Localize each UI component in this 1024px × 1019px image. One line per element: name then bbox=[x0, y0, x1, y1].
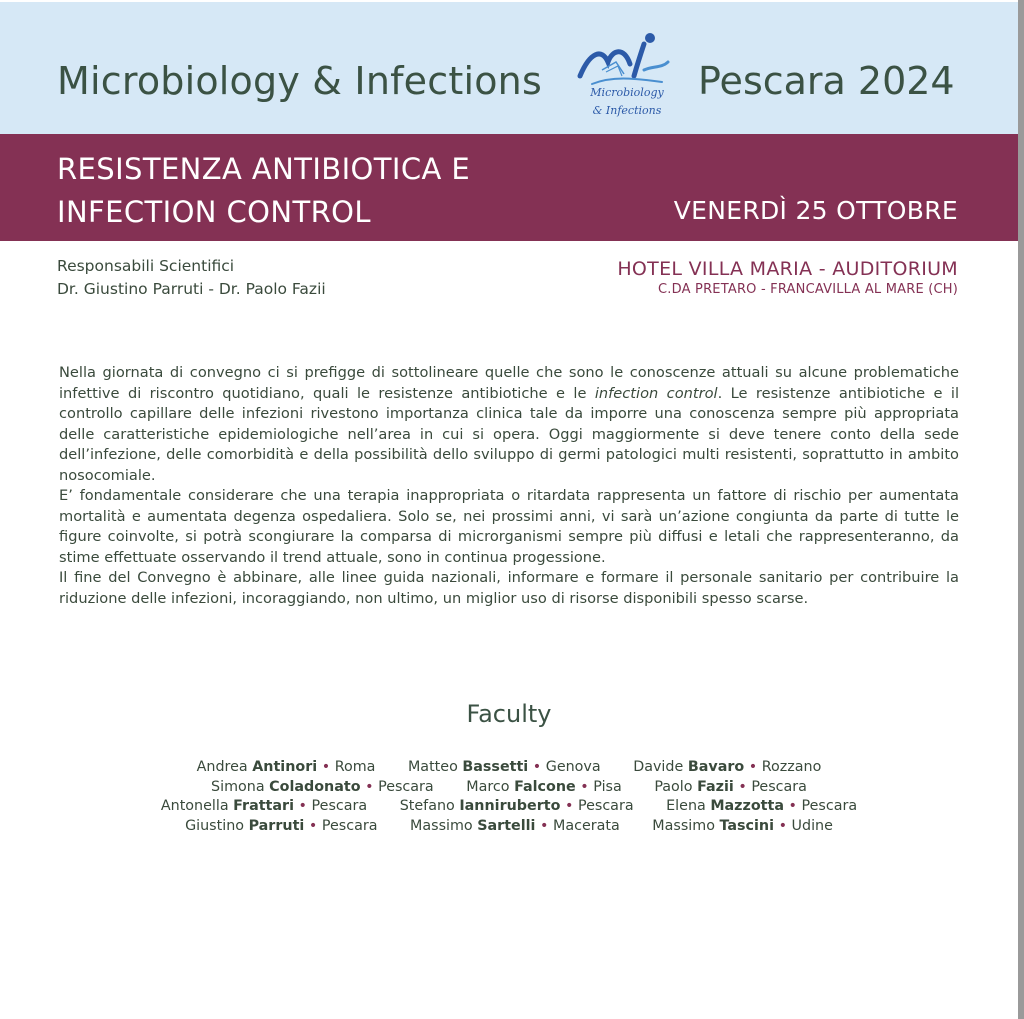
faculty-row bbox=[0, 758, 1018, 778]
header-left-title: Microbiology & Infections bbox=[57, 59, 542, 103]
header-right-title: Pescara 2024 bbox=[698, 59, 955, 103]
description-text bbox=[59, 363, 959, 609]
event-title bbox=[57, 148, 470, 234]
event-title-line2: INFECTION CONTROL bbox=[57, 195, 371, 229]
faculty-title: Faculty bbox=[466, 700, 552, 728]
faculty-list bbox=[0, 758, 1018, 836]
faculty-row bbox=[0, 797, 1018, 817]
faculty-row bbox=[0, 817, 1018, 837]
logo-text-line2: & Infections bbox=[592, 104, 662, 117]
venue-address: C.DA PRETARO - FRANCAVILLA AL MARE (CH) bbox=[658, 282, 958, 297]
p1-text-before: Nella giornata di convegno ci si prefigge di sottolineare quelle che sono le conoscenze attuali su alcune problematiche infettive di riscontro quotidiano, quali le resistenze antibiotiche e le bbox=[59, 364, 959, 402]
faculty-member: Giustino Parruti • Pescara bbox=[185, 817, 378, 834]
faculty-member: Andrea Antinori • Roma bbox=[196, 759, 376, 775]
venue-block bbox=[617, 258, 958, 297]
faculty-member: Marco Falcone • Pisa bbox=[466, 778, 622, 795]
description-paragraph-1 bbox=[59, 363, 959, 486]
faculty-member: Davide Bavaro • Rozzano bbox=[633, 759, 822, 775]
faculty-member: Matteo Bassetti • Genova bbox=[407, 759, 601, 775]
header-bar bbox=[0, 2, 1018, 134]
responsabili-names: Dr. Giustino Parruti - Dr. Paolo Fazii bbox=[57, 280, 326, 298]
logo-text-line1: Microbiology bbox=[590, 86, 664, 99]
faculty-member: Massimo Sartelli • Macerata bbox=[410, 817, 620, 834]
logo-mark-icon bbox=[572, 32, 682, 94]
faculty-row bbox=[0, 778, 1018, 798]
faculty-member: Massimo Tascini • Udine bbox=[652, 817, 833, 834]
responsabili-block bbox=[57, 255, 326, 301]
faculty-member: Antonella Frattari • Pescara bbox=[160, 798, 368, 815]
faculty-member: Elena Mazzotta • Pescara bbox=[666, 798, 858, 815]
event-date: VENERDÌ 25 OTTOBRE bbox=[673, 196, 958, 225]
venue-name: HOTEL VILLA MARIA - AUDITORIUM bbox=[617, 258, 958, 280]
description-paragraph-3: Il fine del Convegno è abbinare, alle linee guida nazionali, informare e formare il personale sanitario per contribuire la riduzione delle infezioni, incoraggiando, non ultimo, un miglior uso di risorse disponibili spesso scarse. bbox=[59, 569, 959, 607]
faculty-member: Stefano Ianniruberto • Pescara bbox=[399, 798, 634, 815]
event-title-line1: RESISTENZA ANTIBIOTICA E bbox=[57, 152, 471, 186]
faculty-member: Simona Coladonato • Pescara bbox=[211, 778, 434, 795]
p1-italic-term: infection control bbox=[594, 384, 718, 402]
faculty-member: Paolo Fazii • Pescara bbox=[654, 778, 807, 795]
p1-text-after: . Le resistenze antibiotiche e il controllo capillare delle infezioni rivestono importanza clinica tale da imporre una conoscenza sempre più appropriata delle caratteristiche epidemiologiche nell’area in cui si opera. Oggi maggiormente si deve tenere conto della sede dell’infezione, delle comorbidità e della possibilità dello sviluppo di germi patologici multi resistenti, soprattutto in ambito nosocomiale. bbox=[59, 384, 960, 484]
responsabili-label: Responsabili Scientifici bbox=[57, 257, 235, 275]
page-edge-shadow bbox=[1018, 0, 1024, 1019]
description-paragraph-2: E’ fondamentale considerare che una terapia inappropriata o ritardata rappresenta un fattore di rischio per aumentata mortalità e aumentata degenza ospedaliera. Solo se, nei prossimi anni, vi sarà un’azione congiunta da parte di tutte le figure coinvolte, si potrà scongiurare la comparsa di microrganismi sempre più diffusi e letali che rappresenteranno, da stime effettuate osservando il trend attuale, sono in continua progessione. bbox=[59, 487, 959, 566]
microbiology-logo bbox=[572, 32, 682, 127]
